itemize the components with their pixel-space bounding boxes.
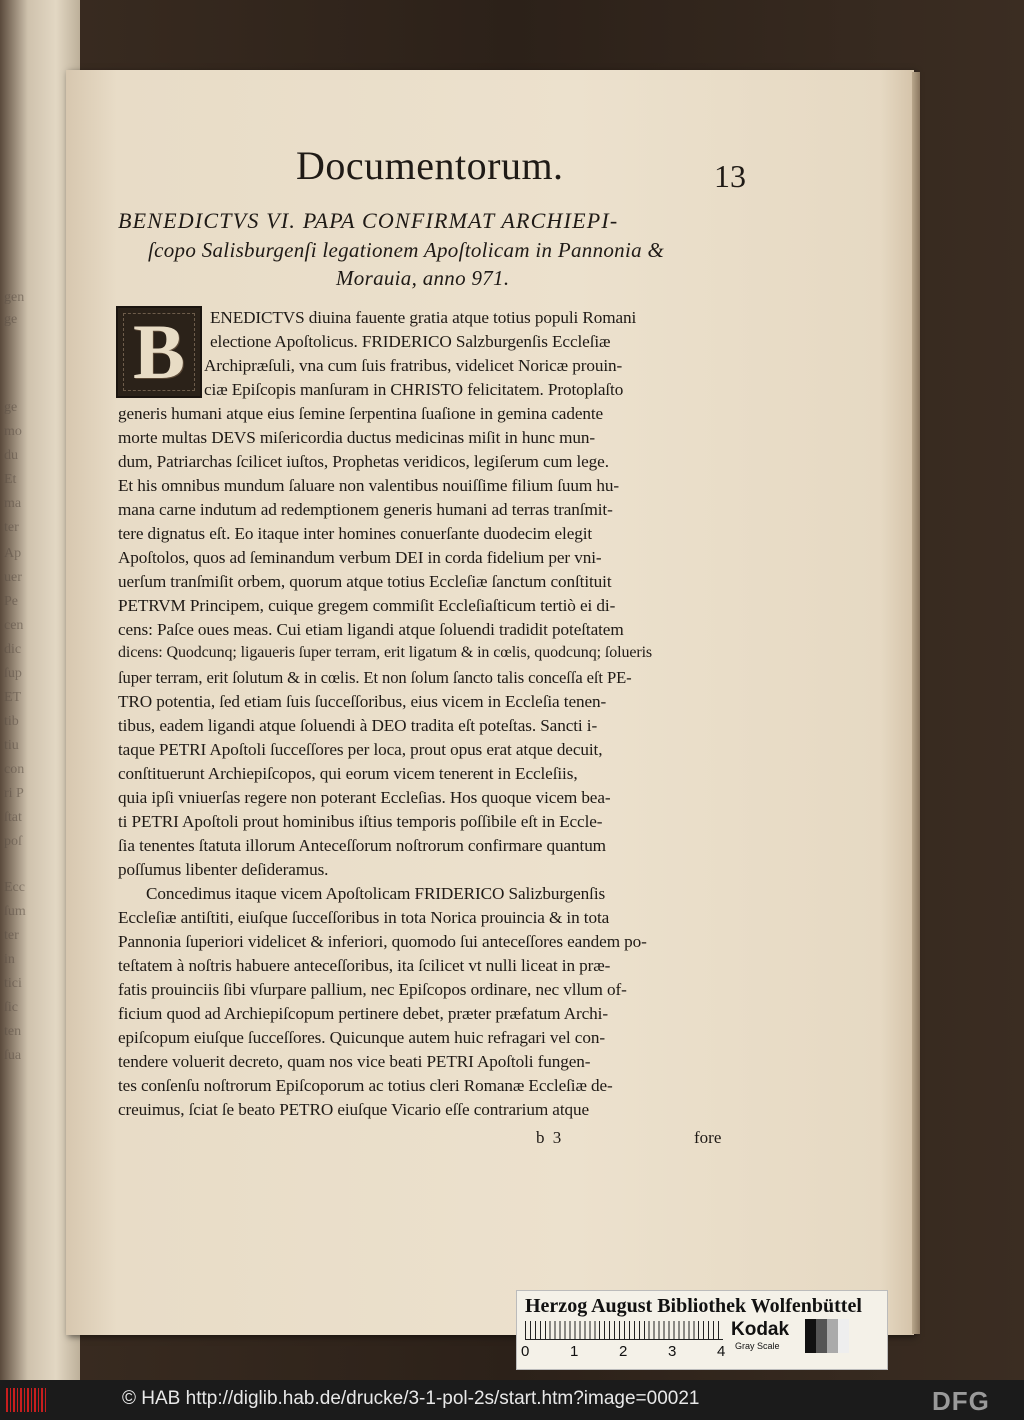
- document-title-line: BENEDICTVS VI. PAPA CONFIRMAT ARCHIEPI-: [118, 208, 619, 233]
- body-line: fatis prouinciis ſibi vſurpare pallium, nec Epiſcopos ordinare, nec vllum of-: [118, 980, 627, 999]
- barcode-icon: [6, 1388, 46, 1412]
- body-line: electione Apoſtolicus. FRIDERICO Salzburgenſis Eccleſiæ: [210, 332, 611, 351]
- catchword: fore: [694, 1128, 722, 1147]
- gray-swatches: [805, 1319, 849, 1353]
- facing-page-edge: gen ge ge mo du Et ma ter Ap uer Pe cen dic ſup ET tib tiu con ri P ſtat poſ Ecc ſum ter in tici ſic ten ſua: [0, 0, 80, 1380]
- body-line: cens: Paſce oues meas. Cui etiam ligandi atque ſoluendi tradidit poteſtatem: [118, 620, 624, 639]
- dfg-logo: DFG: [932, 1386, 990, 1416]
- document-title-line: ſcopo Salisburgenſi legationem Apoſtolicam in Pannonia &: [148, 238, 665, 262]
- body-line: Apoſtolos, quos ad ſeminandum verbum DEI in corda fidelium per vni-: [118, 548, 602, 567]
- body-line: dum, Patriarchas ſcilicet iuſtos, Prophetas veridicos, legiſerum cum lege.: [118, 452, 609, 471]
- body-line: ENEDICTVS diuina fauente gratia atque totius populi Romani: [210, 308, 637, 327]
- library-name: Herzog August Bibliothek Wolfenbüttel: [525, 1295, 862, 1317]
- body-line: creuimus, ſciat ſe beato PETRO eiuſque Vicario eſſe contrarium atque: [118, 1100, 590, 1119]
- body-line: teſtatem à noſtris habuere anteceſſoribus, ita ſcilicet vt nulli liceat in præ-: [118, 956, 611, 975]
- body-line: generis humani atque eius ſemine ſerpentina ſuaſione in gemina cadente: [118, 404, 604, 423]
- viewer-footer: [0, 1380, 1024, 1420]
- body-line: epiſcopum eiuſque ſucceſſores. Quicunque autem huic refragari vel con-: [118, 1028, 605, 1047]
- body-line: taque PETRI Apoſtoli ſucceſſores per loca, prout opus erat atque decuit,: [118, 740, 603, 759]
- body-line: Concedimus itaque vicem Apoſtolicam FRIDERICO Salizburgenſis: [146, 884, 606, 903]
- body-line: Et his omnibus mundum ſaluare non valentibus nouiſſime filium ſuum hu-: [118, 476, 619, 495]
- color-calibration-card: [516, 1290, 888, 1370]
- page-edge: [912, 72, 920, 1334]
- scale-ruler: [525, 1321, 723, 1340]
- body-line: ficium quod ad Archiepiſcopum pertinere debet, præter præfatum Archi-: [118, 1004, 608, 1023]
- kodak-logo: Kodak: [731, 1319, 790, 1340]
- document-title-line: Morauia, anno 971.: [336, 266, 510, 290]
- page-number: 13: [714, 158, 746, 194]
- body-line: ti PETRI Apoſtoli prout hominibus iſtius temporis poſſibile eſt in Eccle-: [118, 812, 603, 831]
- body-line: quia ipſi vniuerſas regere non poterant Eccleſias. Hos quoque vicem bea-: [118, 788, 611, 807]
- body-line: morte multas DEVS miſericordia ductus medicinas miſit in hunc mun-: [118, 428, 595, 447]
- body-line: Archipræſuli, vna cum ſuis fratribus, videlicet Noricæ prouin-: [204, 356, 623, 375]
- body-line: ſuper terram, erit ſolutum & in cœlis. Et non ſolum ſancto talis conceſſa eſt PE-: [118, 668, 632, 687]
- body-line: TRO potentia, ſed etiam ſuis ſucceſſoribus, eius vicem in Eccleſia tenen-: [118, 692, 607, 711]
- body-line: Pannonia ſuperiori videlicet & inferiori, quomodo ſui anteceſſores eandem po-: [118, 932, 647, 951]
- scale-number: 0: [521, 1343, 530, 1360]
- body-line: tes conſenſu noſtrorum Epiſcoporum ac totius cleri Romanæ Eccleſiæ de-: [118, 1076, 613, 1095]
- scale-number: 4: [717, 1343, 726, 1360]
- body-line: Eccleſiæ antiſtiti, eiuſque ſucceſſoribus in tota Norica prouincia & in tota: [118, 908, 610, 927]
- body-line: ciæ Epiſcopis manſuram in CHRISTO felicitatem. Protoplaſto: [204, 380, 624, 399]
- running-head: Documentorum.: [296, 143, 564, 188]
- body-line: uerſum tranſmiſit orbem, quorum atque totius Eccleſiæ ſanctum conſtituit: [118, 572, 612, 591]
- body-line: poſſumus libenter deſideramus.: [118, 860, 329, 879]
- source-citation: © HAB http://diglib.hab.de/drucke/3-1-pol-2s/start.htm?image=00021: [122, 1388, 700, 1409]
- ornamental-initial: [116, 306, 202, 398]
- scale-number: 3: [668, 1343, 677, 1360]
- body-line: ſia tenentes ſtatuta illorum Anteceſſorum noſtrorum confirmare quantum: [118, 836, 606, 855]
- body-line: conſtituerunt Archiepiſcopos, qui eorum vicem tenerent in Eccleſiis,: [118, 764, 578, 783]
- scale-number: 1: [570, 1343, 579, 1360]
- initial-letter: B: [132, 308, 186, 395]
- scale-number: 2: [619, 1343, 628, 1360]
- body-line: mana carne indutum ad redemptionem generis humani ad terras tranſmit-: [118, 500, 613, 519]
- signature-mark: b 3: [536, 1128, 562, 1147]
- body-line: tendere voluerit decreto, quam nos vice beati PETRI Apoſtoli fungen-: [118, 1052, 591, 1071]
- body-line: dicens: Quodcunq; ligaueris ſuper terram, erit ligatum & in cœlis, quodcunq; ſolueris: [118, 644, 653, 661]
- body-line: tibus, eadem ligandi atque ſoluendi à DEO tradita eſt poteſtas. Sancti i-: [118, 716, 598, 735]
- body-line: PETRVM Principem, cuique gregem commiſit Eccleſiaſticum tertiò ei di-: [118, 596, 616, 615]
- body-line: tere dignatus eſt. Eo itaque inter homines conuerſante duodecim elegit: [118, 524, 593, 543]
- gray-scale-label: Gray Scale: [735, 1341, 780, 1351]
